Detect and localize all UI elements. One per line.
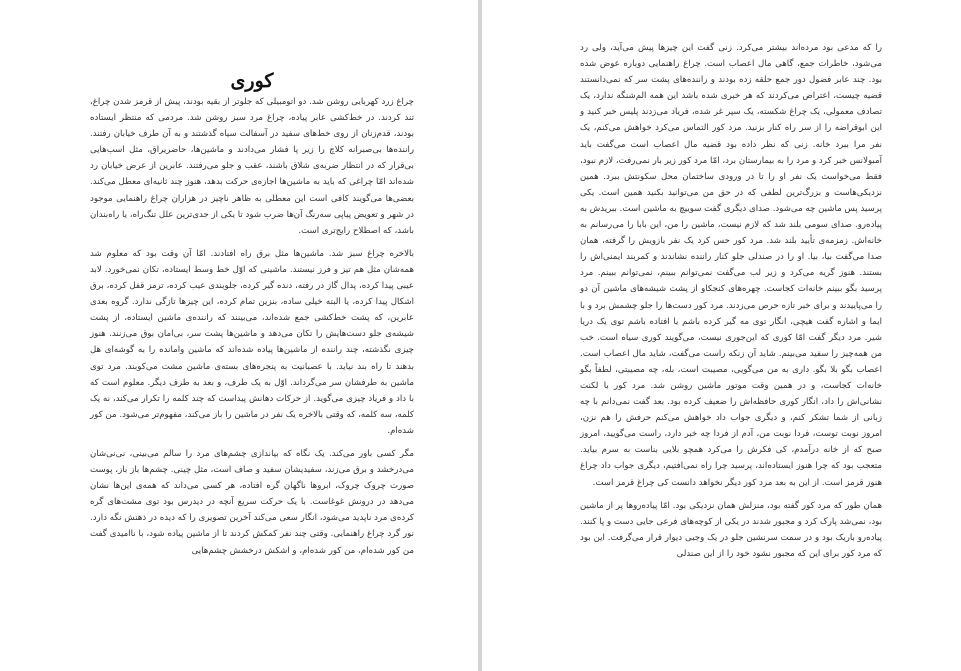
paragraph: را که مدعی بود مرده‌اند بیشتر می‌کرد. زنی گفت این چیزها پیش می‌آید، ولی رد می‌شود، خاطرات جمع، گاهی مال اعصاب است. چراغ راهنمایی دوباره عوض شده بود. چند عابر فضول دور جمع حلقه زده بودند و راننده‌های پشت سر که نمی‌دانستند قضیه چیست، اعتراض می‌کردند که هر خبری شده باشد این همه الم‌شنگه ندارد، یک تصادف معمولی، یک چراغ شکسته، یک سپر غر شده، فریاد می‌زدند پلیس خبر کنید و این ابوقراضه را از سر راه کنار بزنید. مرد کور التماس می‌کرد خواهش می‌کنم، یک نفر مرا ببرد خانه. زنی که نظر داده بود قضیه مال اعصاب است می‌گفت باید آمبولانس خبر کرد و مرد را به بیمارستان برد، امّا مرد کور زیر بار نمی‌رفت، لازم نبود، فقط می‌خواست یک نفر او را تا در ورودی ساختمان محل سکونتش ببرد. همین نزدیکی‌هاست و بزرگ‌ترین لطفی که در حق من می‌توانید بکنید همین است. یکی پرسید پس ماشین چه می‌شود. صدای دیگری گفت سوییچ به ماشین است. ببریدش به پیاده‌رو. صدای سومی بلند شد که لازم نیست، ماشین را من، این بابا را می‌رسانم به خانه‌اش. زمزمه‌ی تأیید بلند شد. مرد کور حس کرد یک نفر بازویش را گرفته، همان صدا می‌گفت بیا، بیا. او را در صندلی جلو کنار راننده نشاندند و کمربند ایمنی‌اش را بستند. هنوز گریه می‌کرد و زیر لب می‌گفت نمی‌توانم ببینم، نمی‌توانم ببینم. مرد پرسید بگو ببینم خانه‌ات کجاست. چهره‌های کنجکاو از پشت شیشه‌های ماشین آن دو را می‌پاییدند و برای خبر تازه حرص می‌زدند. مرد کور دست‌ها را جلو چشمش برد و با ایما و اشاره گفت هیچی، انگار توی مه گیر کرده باشم یا افتاده باشم توی یک دریا شیر. مرد دیگر گفت امّا کوری که این‌جوری نیست، می‌گویند کوری سیاه است. خب من همه‌چیز را سفید می‌بینم. شاید آن زنکه راست می‌گفت، شاید مال اعصاب است. اعصاب بگو بلا بگو. داری به من می‌گویی، مصیبت است، بله، چه مصیبتی، لطفاً بگو خانه‌ات کجاست، و در همین وقت موتور ماشین روشن شد. مرد کور با لکنت نشانی‌اش را داد، انگار کوری حافظه‌اش را ضعیف کرده بود. بعد گفت نمی‌دانم با چه زبانی از شما تشکر کنم، و دیگری جواب داد خواهش می‌کنم حرفش را هم نزن، امروز نوبت توست، فردا نوبت من، آدم از فردا چه خبر دارد، راست می‌گویید، امروز صبح که از خانه درآمدم، کی فکرش را می‌کرد همچو بلایی بناست به سرم بیاید. متعجب بود که چرا هنوز ایستاده‌اند، پرسید چرا راه نمی‌افتیم، دیگری جواب داد چراغ هنوز قرمز است. از این به بعد مرد کور دیگر نخواهد دانست کی چراغ قرمز است. (580, 43, 882, 488)
paragraph: مگر کسی باور می‌کند. یک نگاه که بیاندازی چشم‌های مرد را سالم می‌بینی، نی‌نی‌شان می‌درخشد و برق می‌زند، سفیدیشان سفید و صاف است، مثل چینی. چشم‌ها باز باز، پوست صورت چروک چروک، ابروها ناگهان گره افتاده، هر کسی می‌داند که همه‌ی این‌ها نشان می‌دهد در درونش غوغاست. با یک حرکت سریع آنچه در دیدرس بود توی مشت‌های گره کرده‌ی مرد ناپدید می‌شود، انگار سعی می‌کند آخرین تصویری را که دیده در ذهنش نگه دارد. نور گرد چراغ راهنمایی. وقتی چند نفر کمکش کردند تا از ماشین پیاده شود، با ناامیدی گفت من کور شده‌ام، من کور شده‌ام، و اشکش درخشش چشم‌هایی (90, 448, 414, 556)
left-page-text (90, 70, 414, 566)
left-page (0, 0, 478, 671)
book-title: کوری (230, 70, 274, 92)
paragraph: چراغ زرد کهربایی روشن شد. دو اتومبیلی که جلوتر از بقیه بودند، پیش از قرمز شدن چراغ، تند کردند. در خط‌کشی عابر پیاده، چراغ مرد سبز روشن شد. مردمی که منتظر ایستاده بودند، قدم‌زنان از روی خط‌های سفید در آسفالت سیاه گذشتند و به آن طرف خیابان رفتند. راننده‌ها بی‌صبرانه کلاچ را زیر پا فشار می‌دادند و ماشین‌ها، حاضریراق، مثل اسب‌هایی بی‌قرار که در انتظار ضربه‌ی شلاق باشند، عقب و جلو می‌رفتند. عابرین از عرض خیابان رد شده‌اند امّا چراغی که باید به ماشین‌ها اجازه‌ی حرکت بدهد، هنوز چند ثانیه‌ای معطل می‌کند. بعضی‌ها می‌گویند کافی است این معطلی به ظاهر ناچیز در هزاران چراغ راهنمایی موجود در شهر و تعویض پیاپی سه‌رنگ آن‌ها ضرب شود تا یکی از جدی‌ترین علل تنگ‌راه، یا راه‌بندان باشد، که اصطلاح رایج‌تری است. (90, 97, 414, 236)
right-page-text (580, 40, 882, 569)
paragraph: همان طور که مرد کور گفته بود، منزلش همان نزدیکی بود. امّا پیاده‌روها پر از ماشین بود، نمی‌شد پارک کرد و مجبور شدند در یکی از کوچه‌های فرعی جایی دست و پا کنند. پیاده‌رو باریک بود و در سمت سرنشین جلو در یک وجبی دیوار قرار می‌گرفت. این بود که مرد کور برای این که مجبور نشود خود را از این صندلی (580, 500, 882, 559)
paragraph: بالاخره چراغ سبز شد. ماشین‌ها مثل برق راه افتادند. امّا آن وقت بود که معلوم شد همه‌شان مثل هم تیز و فرز نیستند. ماشینی که اوّل خط وسط ایستاده، تکان نمی‌خورد. لابد عیبی پیدا کرده، پدال گاز در رفته، دنده گیر کرده، جلوبندی عیب کرده، ترمز قفل کرده، برق اشکال پیدا کرده، یا البته خیلی ساده، بنزین تمام کرده، این چیزها تازگی ندارد. گروه بعدی عابرین، که پشت خط‌کشی جمع شده‌اند، می‌بینند که راننده‌ی ماشین ایستاده، از پشت شیشه‌ی جلو دست‌هایش را تکان می‌دهد و ماشین‌ها پشت سر، بی‌امان بوق می‌زنند. هنوز چیزی نگذشته، چند راننده از ماشین‌ها پیاده شده‌اند که ماشین وامانده را به گوشه‌ای هل بدهند تا راه بند نیاید. با عصبانیت به پنجره‌های بسته‌ی ماشین مشت می‌کوبند. مرد توی ماشین به طرفشان سر می‌گرداند. اوّل به یک طرف، و بعد به طرف دیگر. معلوم است که با داد و فریاد چیزی می‌گوید. از حرکات دهانش پیداست که چند کلمه را تکرار می‌کند، نه یک کلمه، سه کلمه، که وقتی بالاخره یک نفر در ماشین را باز می‌کند، مفهوم‌تر می‌شود. من کور شده‌ام. (90, 248, 414, 436)
right-page (482, 0, 961, 671)
